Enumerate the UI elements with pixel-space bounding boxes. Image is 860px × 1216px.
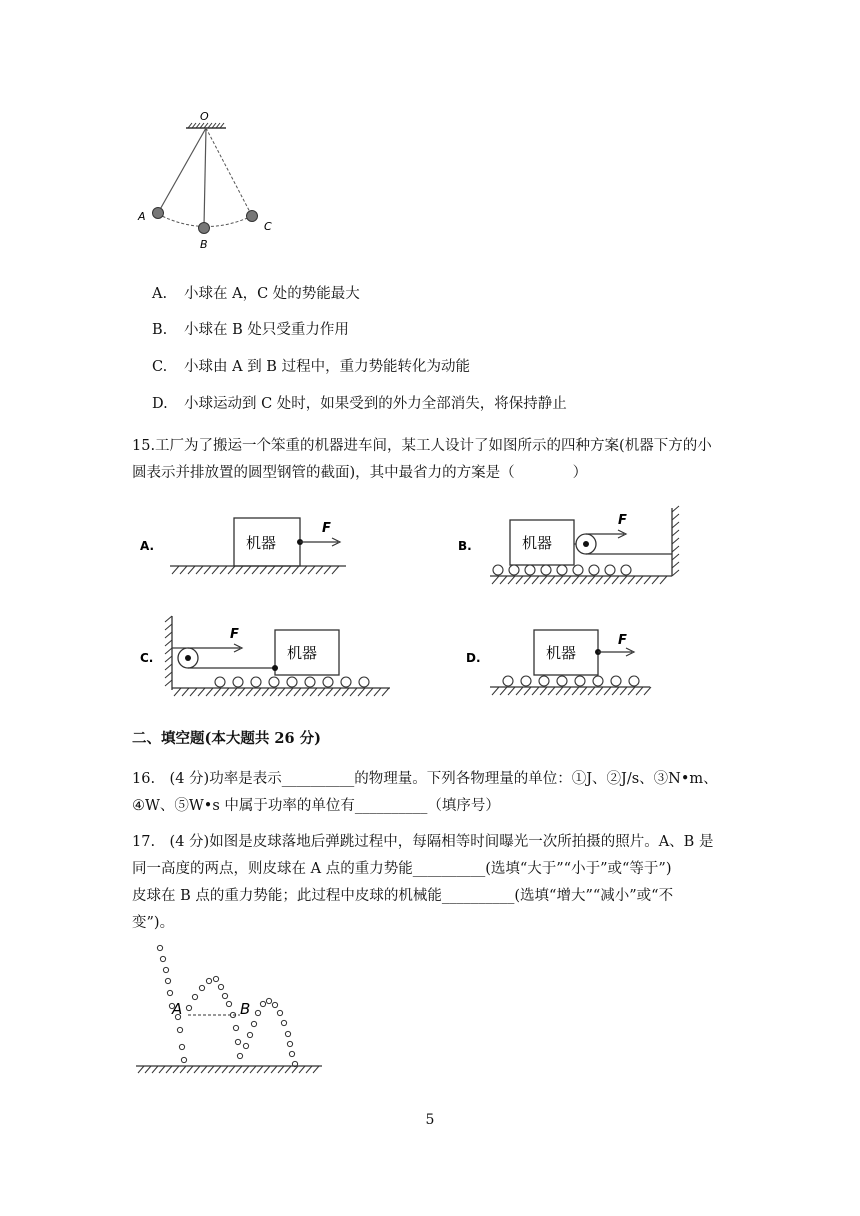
- q15-figure-d: [460, 622, 670, 702]
- page-number: 5: [425, 1112, 435, 1128]
- bouncing-ball-figure: [132, 938, 332, 1078]
- q14-option-a: A. 小球在 A，C 处的势能最大: [152, 286, 360, 302]
- option-label-b: B.: [458, 539, 472, 553]
- machine-label: 机器: [546, 644, 577, 662]
- q14-option-c: C. 小球由 A 到 B 过程中，重力势能转化为动能: [152, 359, 471, 375]
- force-label: F: [618, 513, 627, 528]
- option-label-d: D.: [466, 651, 481, 665]
- section-title: 二、填空题(本大题共 26 分): [132, 730, 321, 747]
- machine-label: 机器: [246, 534, 277, 552]
- machine-label: 机器: [287, 644, 318, 662]
- q14-option-b: B. 小球在 B 处只受重力作用: [152, 322, 349, 338]
- option-label-c: C.: [140, 651, 154, 665]
- label-O: O: [200, 110, 209, 123]
- label-A: A: [138, 210, 146, 223]
- force-label: F: [322, 521, 331, 536]
- q15-figure-b: [452, 500, 702, 595]
- q16-question: 16. (4 分)功率是表示__________的物理量。下列各物理量的单位：①J、②J/s、③N•m、 ④W、⑤W•s 中属于功率的单位有__________（填序号）: [132, 771, 718, 814]
- q15-figure-c: [132, 612, 397, 702]
- force-label: F: [230, 627, 239, 642]
- q15-question: 15.工厂为了搬运一个笨重的机器进车间，某工人设计了如图所示的四种方案(机器下方的小 圆表示并排放置的圆型钢管的截面)，其中最省力的方案是（ ）: [132, 438, 712, 481]
- q14-option-d: D. 小球运动到 C 处时，如果受到的外力全部消失，将保持静止: [152, 396, 567, 412]
- label-B: B: [200, 238, 208, 251]
- q15-figure-a: [132, 508, 372, 588]
- option-label-a: A.: [140, 539, 155, 553]
- force-label: F: [618, 633, 627, 648]
- q17-question: 17. (4 分)如图是皮球落地后弹跳过程中，每隔相等时间曝光一次所拍摄的照片。A、B 是 同一高度的两点，则皮球在 A 点的重力势能__________(选填“大于”“小于”或“等于”) 皮球在 B 点的重力势能；此过程中皮球的机械能__________(选填“增大”“减小”或“不 变”)。: [132, 834, 714, 931]
- label-C: C: [264, 220, 272, 233]
- machine-label: 机器: [522, 534, 553, 552]
- label-A: A: [172, 1000, 183, 1018]
- pendulum-figure: [128, 108, 288, 258]
- label-B: B: [240, 1000, 251, 1018]
